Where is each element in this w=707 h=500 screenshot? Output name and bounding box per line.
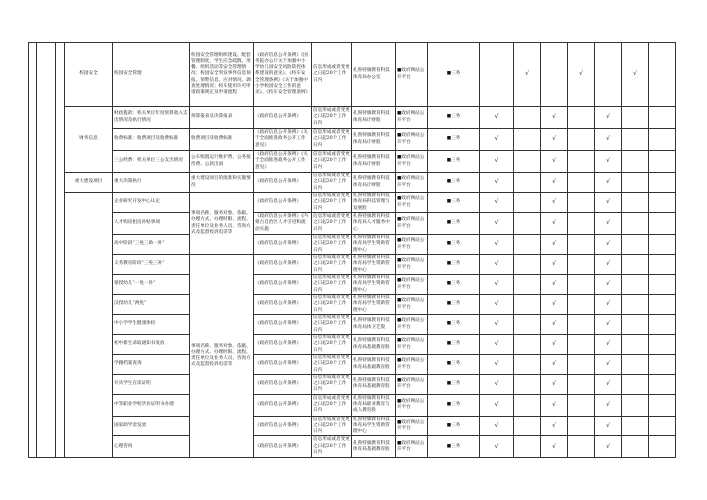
empty-cell [649, 107, 676, 129]
table-row-service [29, 416, 676, 436]
empty-cell [568, 416, 595, 436]
check-mark: √ [541, 193, 568, 213]
table-row-finance [29, 107, 676, 129]
other-channel-cell: ■三务 [428, 275, 480, 295]
item-cell: 蒙授幼儿“一免一补” [113, 275, 190, 295]
empty-cell [622, 416, 649, 436]
check-mark: √ [541, 416, 568, 436]
other-channel-cell: ■三务 [428, 355, 480, 375]
empty-cell [514, 394, 541, 416]
empty-cell [622, 315, 649, 335]
empty-cell [514, 107, 541, 129]
other-channel-cell: ■三务 [428, 416, 480, 436]
empty-cell [514, 335, 541, 355]
empty-cell [649, 436, 676, 458]
subject-cell: 扎鲁特旗教育科技体育局基础教育股 [352, 335, 396, 355]
check-mark: √ [541, 129, 568, 151]
subject-cell: 扎鲁特旗教育科技体育局办公室 [352, 43, 396, 107]
channel-cell: ■政府网站公开平台 [396, 235, 428, 255]
empty-cell [649, 173, 676, 193]
subject-cell: 扎鲁特旗教育科技体育局体卫艺股 [352, 315, 396, 335]
empty-cell [568, 295, 595, 315]
content-cell: 事项名称、服务对象、依据、办理方式、办理时限、流程、责任单位及业务人员、咨询方式及监督投诉电话等 [190, 255, 254, 458]
empty-cell [622, 235, 649, 255]
empty-cell [568, 335, 595, 355]
check-mark: √ [480, 295, 514, 315]
channel-cell: ■政府网站公开平台 [396, 335, 428, 355]
subject-cell: 扎鲁特旗教育科技体育局职业教育与成人教育股 [352, 394, 396, 416]
check-mark: √ [595, 151, 622, 173]
table-row-school-safety [29, 43, 676, 107]
basis-cell: 《政府信息公开条例》 [254, 255, 312, 275]
time-cell: 信息形成或者变更之日起20个工作日内 [312, 436, 352, 458]
check-mark: √ [595, 295, 622, 315]
empty-cell [514, 129, 541, 151]
table-row-finance [29, 151, 676, 173]
check-mark: √ [541, 255, 568, 275]
other-channel-cell: ■三务 [428, 315, 480, 335]
other-channel-cell: ■三务 [428, 235, 480, 255]
content-cell: 校园安全管理组织建设、配套管理制度，学生应急疏散、用餐、组织活动等安全管理情况；校园安全突发事件信息预报、预警信息、应对情况，调查处理情况；校车使用许可申请政策规定及申请流程 [190, 43, 254, 107]
check-mark: √ [541, 335, 568, 355]
check-mark: √ [514, 43, 541, 107]
other-channel-cell: ■三务 [428, 394, 480, 416]
table-row-service [29, 193, 676, 213]
basis-cell: 《政府信息公开条例》 [254, 416, 312, 436]
table-row-service [29, 335, 676, 355]
basis-cell: 《政府信息公开条例》《国务院办公厅关于加强中小学幼儿园安全风险防控体系建设的意见》、《校车安全管理条例》《关于加强中小学校园安全工作的意见》、《校车安全管理条例》 [254, 43, 312, 107]
item-cell: 义务教育阶段“三免三补” [113, 255, 190, 275]
subject-cell: 扎鲁特旗教育科技体育局人才服务中心 [352, 213, 396, 235]
empty-cell [514, 315, 541, 335]
basis-cell: 《政府信息公开条例》《关于全面推进政务公开工作意见》 [254, 129, 312, 151]
item-cell: 财政拨款：机关单位年度预算收入支出情况及执行情况 [113, 107, 190, 129]
channel-cell: ■政府网站公开平台 [396, 275, 428, 295]
channel-cell: ■政府网站公开平台 [396, 295, 428, 315]
empty-cell [514, 151, 541, 173]
empty-cell [649, 394, 676, 416]
check-mark: √ [480, 173, 514, 193]
basis-cell: 《政府信息公开条例》 [254, 235, 312, 255]
empty-cell [622, 173, 649, 193]
channel-cell: ■政府网站公开平台 [396, 213, 428, 235]
check-mark: √ [480, 193, 514, 213]
level1-subcategory-cell [56, 43, 65, 458]
item-cell: 开具学生在读证明 [113, 375, 190, 395]
channel-cell: ■政府网站公开平台 [396, 255, 428, 275]
disclosure-table [28, 42, 676, 458]
other-channel-cell: ■三务 [428, 129, 480, 151]
time-cell: 信息形成或者变更之日起20个工作日内 [313, 235, 350, 253]
empty-cell [622, 151, 649, 173]
check-mark: √ [595, 129, 622, 151]
empty-cell [649, 355, 676, 375]
subject-cell: 扎鲁特旗教育科技体育局学生资助管理中心 [352, 416, 396, 436]
other-channel-cell: ■三务 [428, 295, 480, 315]
subject-cell: 扎鲁特旗教育科技体育局计财股 [352, 151, 396, 173]
empty-cell [568, 255, 595, 275]
channel-cell: ■政府网站公开平台 [396, 355, 428, 375]
time-cell: 信息形成或者变更之日起20个工作日内 [313, 295, 350, 313]
time-cell: 信息形成或者变更之日起20个工作日内 [313, 193, 350, 211]
check-mark: √ [595, 394, 622, 416]
check-mark: √ [595, 107, 622, 129]
empty-cell [514, 235, 541, 255]
other-channel-cell: ■三务 [428, 151, 480, 173]
channel-cell: ■政府网站公开平台 [396, 107, 428, 129]
content-cell: 重大建设项目的批准和实施情况 [190, 173, 254, 193]
empty-cell [568, 436, 595, 458]
empty-cell [622, 107, 649, 129]
other-channel-cell: ■三务 [428, 375, 480, 395]
index-column-cell [29, 43, 37, 458]
empty-cell [514, 275, 541, 295]
empty-cell [622, 129, 649, 151]
basis-cell: 《政府信息公开条例》 [254, 173, 312, 193]
check-mark: √ [480, 355, 514, 375]
empty-cell [649, 193, 676, 213]
content-cell: 预算报表及决算报表 [190, 107, 254, 129]
empty-cell [595, 43, 622, 107]
empty-cell [568, 173, 595, 193]
empty-cell [541, 43, 568, 107]
empty-cell [649, 129, 676, 151]
table-row-service [29, 213, 676, 235]
time-cell: 信息形成或者变更之日起20个工作日内 [312, 213, 352, 235]
content-cell: 收费项目及收费标准 [190, 129, 254, 151]
basis-cell: 《政府信息公开条例》 [254, 275, 312, 295]
item-cell: 三公经费：机关单位三公支出情况 [113, 151, 190, 173]
channel-cell: ■政府网站公开平台 [396, 173, 428, 193]
check-mark: √ [480, 235, 514, 255]
subject-cell: 扎鲁特旗教育科技体育局科技管理与发展股 [352, 193, 396, 213]
empty-cell [649, 295, 676, 315]
check-mark: √ [541, 436, 568, 458]
empty-cell [649, 335, 676, 355]
basis-cell: 《政府信息公开条例》 [254, 107, 312, 129]
empty-cell [622, 295, 649, 315]
time-cell: 信息形成或者变更之日起20个工作日内 [313, 173, 350, 191]
channel-cell: ■政府网站公开平台 [396, 193, 428, 213]
subject-cell: 扎鲁特旗教育科技体育局基础教育股 [352, 375, 396, 395]
time-cell: 信息形成或者变更之日起20个工作日内 [313, 315, 350, 333]
check-mark: √ [480, 394, 514, 416]
check-mark: √ [480, 375, 514, 395]
check-mark: √ [541, 213, 568, 235]
empty-cell [622, 335, 649, 355]
category-cell: 校园安全 [65, 43, 113, 107]
check-mark: √ [595, 255, 622, 275]
empty-cell [649, 213, 676, 235]
check-mark: √ [595, 375, 622, 395]
subject-cell: 扎鲁特旗教育科技体育局计财股 [352, 107, 396, 129]
item-cell: 人才购房租房补贴事项 [113, 213, 190, 235]
item-cell: 学籍档案查询 [113, 355, 190, 375]
channel-cell: ■政府网站公开平台 [396, 436, 428, 458]
empty-cell [568, 394, 595, 416]
subject-cell: 扎鲁特旗教育科技体育局学生资助管理中心 [352, 295, 396, 315]
empty-cell [514, 255, 541, 275]
level1-category-cell [37, 43, 56, 458]
empty-cell [622, 394, 649, 416]
check-mark: √ [541, 375, 568, 395]
basis-cell: 《政府信息公开条例》 [254, 315, 312, 335]
table-row-service [29, 355, 676, 375]
empty-cell [649, 235, 676, 255]
check-mark: √ [595, 355, 622, 375]
empty-cell [514, 295, 541, 315]
table-row-service [29, 295, 676, 315]
content-cell: 事项名称、服务对象、依据、办理方式、办理时限、流程、责任单位及业务人员、咨询方式及监督投诉电话等 [190, 193, 254, 255]
empty-cell [568, 275, 595, 295]
empty-cell [649, 255, 676, 275]
other-channel-cell: ■三务 [428, 193, 480, 213]
check-mark: √ [480, 275, 514, 295]
empty-cell [649, 375, 676, 395]
item-cell: 汉授幼儿“两免” [113, 295, 190, 315]
empty-cell [622, 193, 649, 213]
check-mark: √ [541, 394, 568, 416]
channel-cell: ■政府网站公开平台 [396, 151, 428, 173]
table-row-service [29, 235, 676, 255]
subject-cell: 扎鲁特旗教育科技体育局计财股 [352, 173, 396, 193]
empty-cell [568, 213, 595, 235]
empty-cell [514, 436, 541, 458]
check-mark: √ [480, 107, 514, 129]
content-cell: 公车购置运行维护费、公务接待费、公款出国 [190, 151, 254, 173]
other-channel-cell: ■三务 [428, 43, 480, 107]
category-cell [65, 193, 113, 458]
time-cell: 信息形成或者变更之日起20个工作日内 [312, 107, 352, 129]
empty-cell [568, 235, 595, 255]
other-channel-cell: ■三务 [428, 255, 480, 275]
table-row-service [29, 255, 676, 275]
check-mark: √ [480, 315, 514, 335]
check-mark: √ [595, 436, 622, 458]
empty-cell [568, 151, 595, 173]
check-mark: √ [595, 235, 622, 255]
time-cell: 信息形成或者变更之日起20个工作日内 [313, 375, 350, 393]
basis-cell: 《政府信息公开条例》 [254, 394, 312, 416]
check-mark: √ [480, 213, 514, 235]
other-channel-cell: ■三务 [428, 436, 480, 458]
empty-cell [568, 315, 595, 335]
table-row-service [29, 315, 676, 335]
check-mark: √ [595, 275, 622, 295]
time-cell: 信息形成或者变更之日起20个工作日内 [313, 275, 350, 293]
empty-cell [514, 416, 541, 436]
item-cell: 收费标准：收费项目及收费标准 [113, 129, 190, 151]
disclosure-table-page [28, 42, 672, 458]
basis-cell: 《政府信息公开条例》 [254, 375, 312, 395]
check-mark: √ [622, 43, 649, 107]
empty-cell [514, 193, 541, 213]
check-mark: √ [541, 235, 568, 255]
channel-cell: ■政府网站公开平台 [396, 43, 428, 107]
check-mark: √ [541, 355, 568, 375]
other-channel-cell: ■三务 [428, 107, 480, 129]
time-cell: 信息形成或者变更之日起20个工作日内 [312, 43, 352, 107]
check-mark: √ [480, 416, 514, 436]
channel-cell: ■政府网站公开平台 [396, 416, 428, 436]
empty-cell [649, 151, 676, 173]
subject-cell: 扎鲁特旗教育科技体育局基础教育股 [352, 436, 396, 458]
check-mark: √ [595, 335, 622, 355]
basis-cell: 《政府信息公开条例》 [254, 436, 312, 458]
check-mark: √ [568, 43, 595, 107]
table-row-finance [29, 129, 676, 151]
check-mark: √ [480, 335, 514, 355]
empty-cell [568, 375, 595, 395]
basis-cell: 《政府信息公开条例》《内蒙古自治区人才引进和流动实施 [254, 213, 312, 235]
check-mark: √ [480, 436, 514, 458]
empty-cell [622, 436, 649, 458]
item-cell: 重大决策执行 [113, 173, 190, 193]
empty-cell [649, 43, 676, 107]
time-cell: 信息形成或者变更之日起20个工作日内 [313, 355, 350, 373]
empty-cell [568, 129, 595, 151]
check-mark: √ [595, 173, 622, 193]
empty-cell [622, 375, 649, 395]
basis-cell: 《政府信息公开条例》 [254, 193, 312, 213]
check-mark: √ [541, 173, 568, 193]
item-cell: 企业研究开发中心认定 [113, 193, 190, 213]
empty-cell [514, 355, 541, 375]
channel-cell: ■政府网站公开平台 [396, 315, 428, 335]
item-cell: 初中新生录取通知书发放 [113, 335, 190, 355]
subject-cell: 扎鲁特旗教育科技体育局计财股 [352, 129, 396, 151]
empty-cell [622, 355, 649, 375]
empty-cell [480, 43, 514, 107]
empty-cell [514, 213, 541, 235]
item-cell: 校园安全管理 [113, 43, 190, 107]
check-mark: √ [541, 107, 568, 129]
empty-cell [649, 275, 676, 295]
table-row-service [29, 436, 676, 458]
basis-cell: 《政府信息公开条例》 [254, 355, 312, 375]
item-cell: 中等职业学校毕业证明书办理 [113, 394, 190, 416]
empty-cell [568, 107, 595, 129]
time-cell: 信息形成或者变更之日起20个工作日内 [312, 151, 352, 173]
empty-cell [649, 416, 676, 436]
subject-cell: 扎鲁特旗教育科技体育局学生资助管理中心 [352, 275, 396, 295]
empty-cell [622, 255, 649, 275]
other-channel-cell: ■三务 [428, 173, 480, 193]
channel-cell: ■政府网站公开平台 [396, 375, 428, 395]
check-mark: √ [480, 151, 514, 173]
subject-cell: 扎鲁特旗教育科技体育局基础教育股 [352, 355, 396, 375]
channel-cell: ■政府网站公开平台 [396, 394, 428, 416]
time-cell: 信息形成或者变更之日起20个工作日内 [313, 335, 350, 353]
item-cell: 中小学学生健康体检 [113, 315, 190, 335]
item-cell: 心理咨询 [113, 436, 190, 458]
check-mark: √ [541, 275, 568, 295]
empty-cell [568, 355, 595, 375]
time-cell: 信息形成或者变更之日起20个工作日内 [312, 394, 352, 416]
basis-cell: 《政府信息公开条例》 [254, 335, 312, 355]
empty-cell [514, 173, 541, 193]
item-cell: 国家助学金发放 [113, 416, 190, 436]
table-row-major-project [29, 173, 676, 193]
other-channel-cell: ■三务 [428, 335, 480, 355]
empty-cell [568, 193, 595, 213]
time-cell: 信息形成或者变更之日起20个工作日内 [313, 416, 350, 435]
subject-cell: 扎鲁特旗教育科技体育局学生资助管理中心 [352, 255, 396, 275]
empty-cell [622, 275, 649, 295]
basis-cell: 《政府信息公开条例》《关于全面推进政务公开工作意见》 [254, 151, 312, 173]
empty-cell [649, 315, 676, 335]
time-cell: 信息形成或者变更之日起20个工作日内 [313, 255, 350, 273]
check-mark: √ [595, 193, 622, 213]
item-cell: 高中阶段“三免三助一补” [113, 235, 190, 255]
check-mark: √ [595, 416, 622, 436]
category-cell: 重大建设项目 [65, 173, 113, 193]
check-mark: √ [541, 151, 568, 173]
subject-cell: 扎鲁特旗教育科技体育局学生资助管理中心 [352, 235, 396, 255]
check-mark: √ [595, 315, 622, 335]
empty-cell [622, 213, 649, 235]
channel-cell: ■政府网站公开平台 [396, 129, 428, 151]
check-mark: √ [480, 129, 514, 151]
other-channel-cell: ■三务 [428, 213, 480, 235]
table-row-service [29, 275, 676, 295]
category-cell: 财务信息 [65, 107, 113, 173]
check-mark: √ [595, 213, 622, 235]
table-row-service [29, 394, 676, 416]
check-mark: √ [541, 295, 568, 315]
check-mark: √ [541, 315, 568, 335]
time-cell: 信息形成或者变更之日起20个工作日内 [312, 129, 352, 151]
basis-cell: 《政府信息公开条例》 [254, 295, 312, 315]
empty-cell [514, 375, 541, 395]
check-mark: √ [480, 255, 514, 275]
table-row-service [29, 375, 676, 395]
